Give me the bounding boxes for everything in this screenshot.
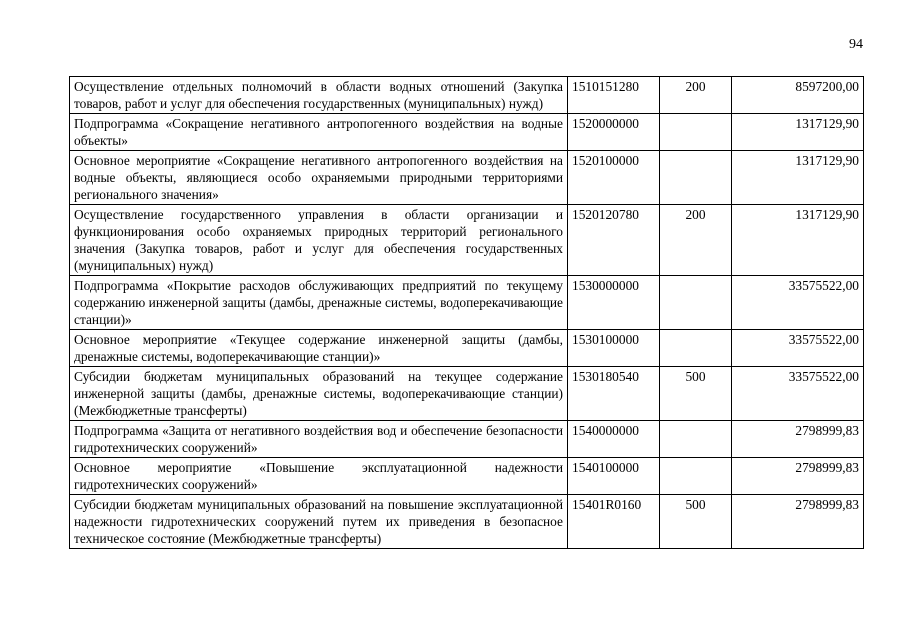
row-type: 200: [660, 205, 732, 276]
row-code: 1520120780: [568, 205, 660, 276]
row-sum: 1317129,90: [732, 205, 864, 276]
table-row: [70, 458, 864, 495]
row-type: 500: [660, 495, 732, 549]
row-name: Осуществление государственного управления в области организации и функционирования особо охраняемых природных территорий регионального значения (Закупка товаров, работ и услуг для обеспечения государственных (муниципальных) нужд): [70, 205, 568, 276]
row-name: Подпрограмма «Покрытие расходов обслуживающих предприятий по текущему содержанию инженерной защиты (дамбы, дренажные системы, водоперекачивающие станции)»: [70, 276, 568, 330]
row-sum: 2798999,83: [732, 458, 864, 495]
row-code: 1520000000: [568, 114, 660, 151]
row-sum: 33575522,00: [732, 367, 864, 421]
row-name: Основное мероприятие «Текущее содержание инженерной защиты (дамбы, дренажные системы, водоперекачивающие станции)»: [70, 330, 568, 367]
row-name: Осуществление отдельных полномочий в области водных отношений (Закупка товаров, работ и услуг для обеспечения государственных (муниципальных) нужд): [70, 77, 568, 114]
row-type: [660, 114, 732, 151]
row-sum: 33575522,00: [732, 330, 864, 367]
budget-table: [69, 76, 864, 549]
row-code: 1510151280: [568, 77, 660, 114]
row-code: 1530000000: [568, 276, 660, 330]
row-type: [660, 330, 732, 367]
budget-table-body: [70, 77, 864, 549]
row-type: [660, 151, 732, 205]
row-sum: 1317129,90: [732, 114, 864, 151]
row-name: Подпрограмма «Сокращение негативного антропогенного воздействия на водные объекты»: [70, 114, 568, 151]
row-code: 1520100000: [568, 151, 660, 205]
row-name: Подпрограмма «Защита от негативного воздействия вод и обеспечение безопасности гидротехнических сооружений»: [70, 421, 568, 458]
row-type: [660, 276, 732, 330]
page-number: 94: [849, 37, 863, 52]
row-name: Субсидии бюджетам муниципальных образований на повышение эксплуатационной надежности гидротехнических сооружений путем их приведения в безопасное техническое состояние (Межбюджетные трансферты): [70, 495, 568, 549]
table-row: [70, 367, 864, 421]
row-code: 1530180540: [568, 367, 660, 421]
row-code: 1540000000: [568, 421, 660, 458]
table-row: [70, 151, 864, 205]
row-sum: 2798999,83: [732, 421, 864, 458]
row-type: 200: [660, 77, 732, 114]
row-code: 1540100000: [568, 458, 660, 495]
row-type: [660, 458, 732, 495]
table-row: [70, 276, 864, 330]
row-sum: 2798999,83: [732, 495, 864, 549]
row-code: 15401R0160: [568, 495, 660, 549]
table-row: [70, 421, 864, 458]
table-row: [70, 205, 864, 276]
table-row: [70, 330, 864, 367]
row-sum: 1317129,90: [732, 151, 864, 205]
row-name: Основное мероприятие «Сокращение негативного антропогенного воздействия на водные объекты, являющиеся особо охраняемыми природными территориями регионального значения»: [70, 151, 568, 205]
row-type: 500: [660, 367, 732, 421]
table-row: [70, 495, 864, 549]
row-type: [660, 421, 732, 458]
row-name: Субсидии бюджетам муниципальных образований на текущее содержание инженерной защиты (дамбы, дренажные системы, водоперекачивающие станции) (Межбюджетные трансферты): [70, 367, 568, 421]
row-code: 1530100000: [568, 330, 660, 367]
row-sum: 8597200,00: [732, 77, 864, 114]
table-row: [70, 114, 864, 151]
row-name: Основное мероприятие «Повышение эксплуатационной надежности гидротехнических сооружений»: [70, 458, 568, 495]
table-row: [70, 77, 864, 114]
row-sum: 33575522,00: [732, 276, 864, 330]
